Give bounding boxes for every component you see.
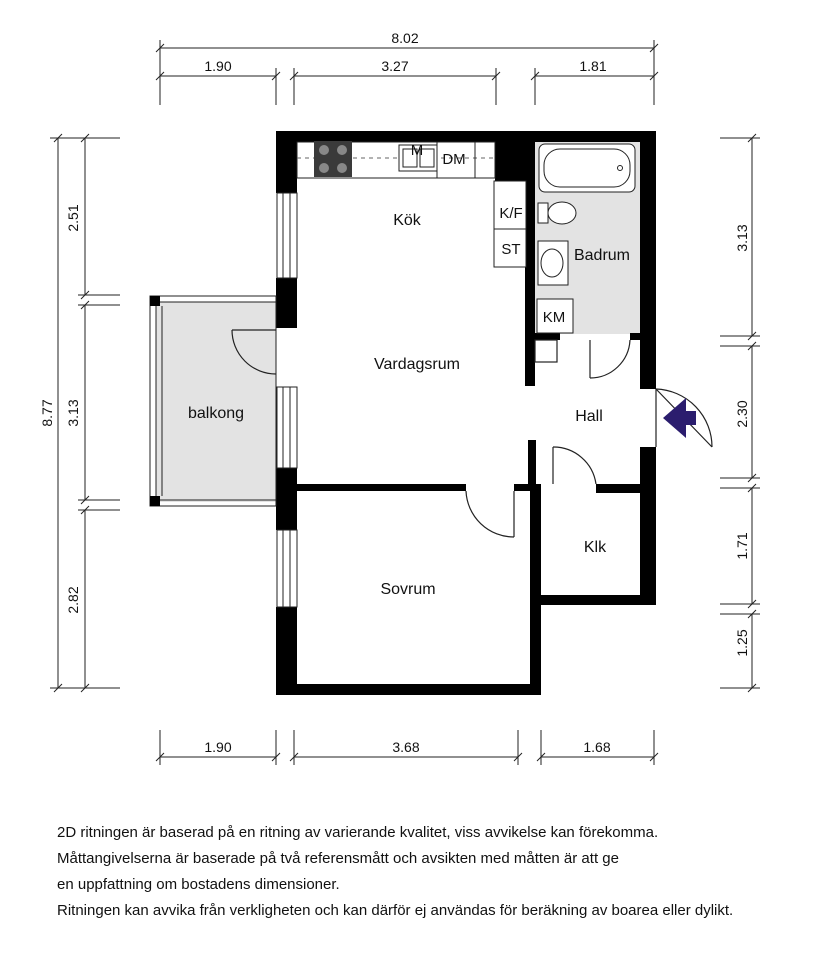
klk-door [553,447,596,484]
entry-arrow-icon [663,398,696,438]
dim-right-3: 1.71 [734,532,750,560]
dimension-lines-left [50,134,120,692]
sovrum-door [466,491,514,537]
stove-icon [314,141,352,177]
bathtub-icon [539,144,635,192]
disclaimer-line: Ritningen kan avvika från verkligheten och kan därför ej användas för beräkning av boarea eller dylikt. [57,902,734,919]
label-klk: Klk [583,539,607,556]
toilet-icon [538,202,576,224]
dim-bottom-mid: 3.68 [392,739,420,755]
dim-right-2: 2.30 [734,400,750,428]
label-m: M [410,142,424,159]
dim-right-1: 3.13 [734,224,750,252]
disclaimer-notes [57,820,817,924]
label-km: KM [542,309,566,326]
dim-left-total: 8.77 [39,399,55,427]
dim-top-total: 8.02 [391,30,419,46]
label-kf: K/F [499,205,523,222]
label-st: ST [501,241,521,258]
disclaimer-line: 2D ritningen är baserad på en ritning av varierande kvalitet, viss avvikelse kan förekomma. [57,824,659,841]
washbasin-icon [538,241,568,285]
dim-top-left: 1.90 [204,58,232,74]
label-sovrum: Sovrum [380,581,436,598]
dim-top-right: 1.81 [579,58,607,74]
dim-top-mid: 3.27 [381,58,409,74]
windows [277,193,297,607]
dim-right-4: 1.25 [734,629,750,657]
label-kok: Kök [393,212,421,229]
dim-bottom-left: 1.90 [204,739,232,755]
dim-left-1: 2.51 [65,204,81,232]
badrum-door [535,340,630,378]
label-balkong: balkong [187,405,245,422]
label-vardagsrum: Vardagsrum [374,356,460,373]
disclaimer-line: en uppfattning om bostadens dimensioner. [57,876,340,893]
label-badrum: Badrum [573,247,631,264]
dim-left-2: 3.13 [65,399,81,427]
dim-bottom-right: 1.68 [583,739,611,755]
dim-left-3: 2.82 [65,586,81,614]
label-hall: Hall [575,408,603,425]
label-dm: DM [442,151,466,168]
disclaimer-line: Måttangivelserna är baserade på två referensmått och avsikten med måtten är att ge [57,850,619,867]
balkong-area [156,302,276,502]
